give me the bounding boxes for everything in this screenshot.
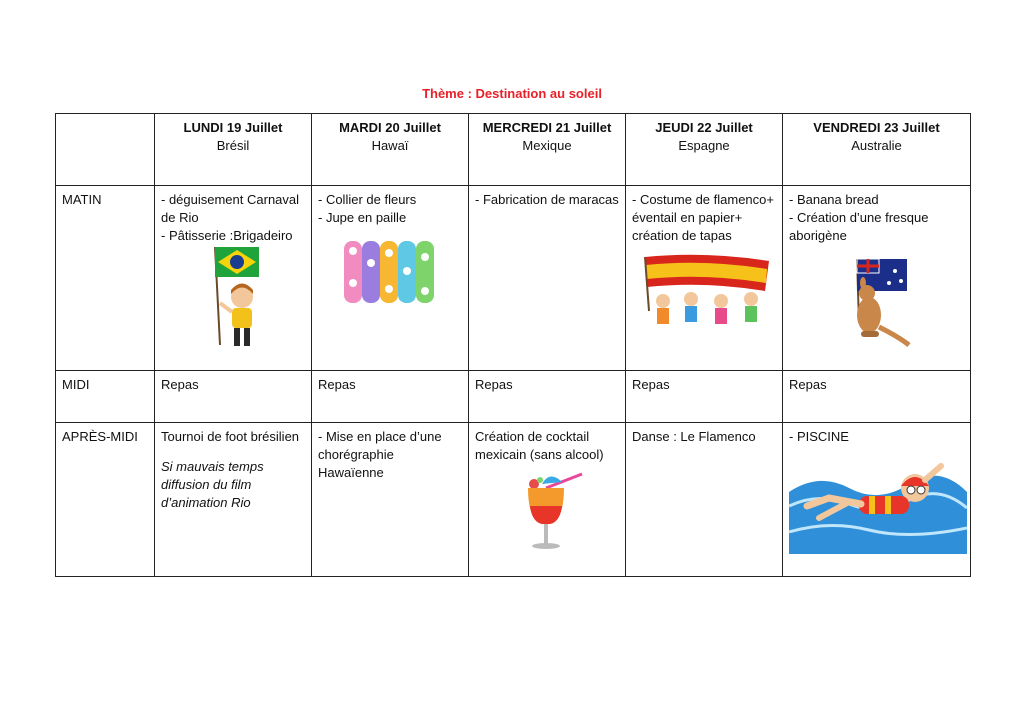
cell-midi-vendredi: Repas <box>783 371 971 423</box>
activity-line: - Jupe en paille <box>318 210 407 225</box>
row-label-apres-midi: APRÈS-MIDI <box>56 423 155 577</box>
cell-matin-mardi <box>312 186 469 371</box>
day-country: Brésil <box>216 138 250 153</box>
row-label-midi: MIDI <box>56 371 155 423</box>
day-name: JEUDI 22 Juillet <box>655 120 753 135</box>
activity-line: - Création d’une fresque aborigène <box>789 210 929 243</box>
day-name: MARDI 20 Juillet <box>339 120 441 135</box>
day-name: LUNDI 19 Juillet <box>183 120 283 135</box>
header-row <box>56 114 971 186</box>
activity-line: - Mise en place d’une chorégraphie Hawaïenne <box>318 429 442 480</box>
cell-apres-midi-lundi <box>155 423 312 577</box>
page-title: Thème : Destination au soleil <box>422 86 602 101</box>
activity-line: - PISCINE <box>789 429 849 444</box>
row-label-matin: MATIN <box>56 186 155 371</box>
cell-midi-mercredi: Repas <box>469 371 626 423</box>
activity-line: - Collier de fleurs <box>318 192 417 207</box>
children-with-spain-flag-icon <box>635 251 773 335</box>
day-country: Espagne <box>678 138 730 153</box>
day-header-mardi <box>312 114 469 186</box>
day-header-mercredi <box>469 114 626 186</box>
cell-midi-jeudi: Repas <box>626 371 783 423</box>
cell-apres-midi-mardi <box>312 423 469 577</box>
day-name: VENDREDI 23 Juillet <box>813 120 940 135</box>
cell-matin-lundi <box>155 186 312 371</box>
day-country: Australie <box>851 138 902 153</box>
activity-line: - Pâtisserie :Brigadeiro <box>161 228 293 243</box>
activity-line: - Fabrication de maracas <box>475 192 619 207</box>
activity-line: - Banana bread <box>789 192 879 207</box>
cell-apres-midi-jeudi <box>626 423 783 577</box>
cocktail-glass-icon <box>502 470 592 554</box>
row-matin <box>56 186 971 371</box>
cell-matin-vendredi <box>783 186 971 371</box>
activity-line: Création de cocktail mexicain (sans alcool) <box>475 429 604 462</box>
day-country: Mexique <box>522 138 572 153</box>
activity-line: Tournoi de foot brésilien <box>161 429 300 444</box>
day-header-lundi <box>155 114 312 186</box>
kangaroo-with-australia-flag-icon <box>839 253 915 351</box>
row-apres-midi <box>56 423 971 577</box>
cell-matin-jeudi <box>626 186 783 371</box>
bad-weather-note: Si mauvais temps diffusion du film d’animation Rio <box>161 459 264 510</box>
cell-midi-mardi: Repas <box>312 371 469 423</box>
day-country: Hawaï <box>371 138 409 153</box>
row-midi <box>56 371 971 423</box>
boy-with-brazil-flag-icon <box>198 245 268 351</box>
activity-line: Danse : Le Flamenco <box>632 429 756 444</box>
flower-leis-icon <box>342 237 438 309</box>
day-name: MERCREDI 21 Juillet <box>482 120 612 135</box>
activity-line: - Costume de flamenco+ éventail en papier+ création de tapas <box>632 192 774 243</box>
activity-line: - déguisement Carnaval de Rio <box>161 192 300 225</box>
weekly-schedule-table <box>55 113 971 577</box>
day-header-jeudi <box>626 114 783 186</box>
day-header-vendredi <box>783 114 971 186</box>
cell-midi-lundi: Repas <box>155 371 312 423</box>
cell-matin-mercredi <box>469 186 626 371</box>
corner-cell <box>56 114 155 186</box>
cell-apres-midi-mercredi <box>469 423 626 577</box>
cell-apres-midi-vendredi <box>783 423 971 577</box>
swimming-boy-icon <box>789 462 967 554</box>
